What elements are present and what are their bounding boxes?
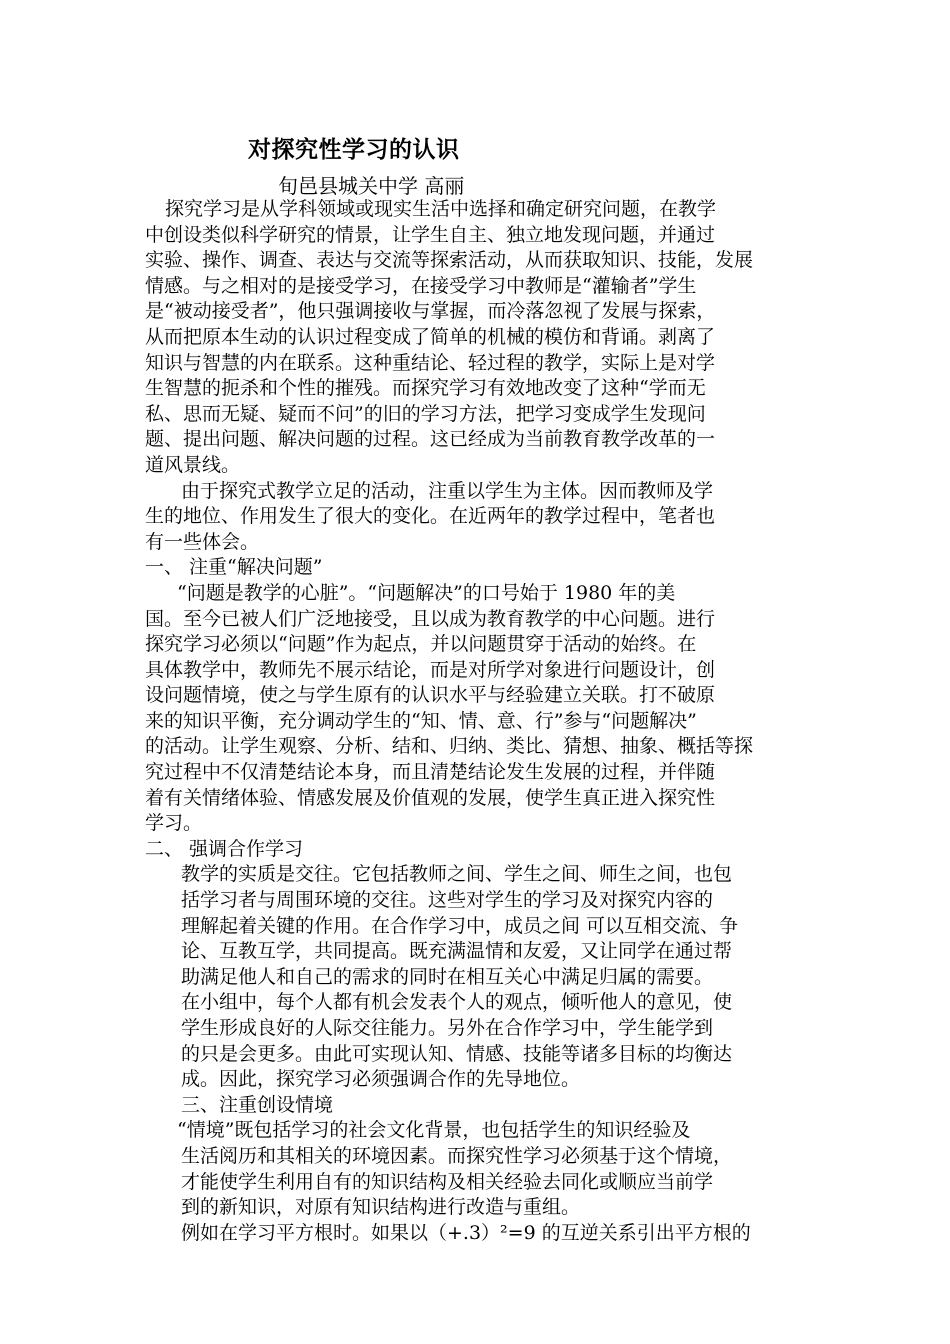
text-line: 例如在学习平方根时。如果以（+.3）²=9 的互逆关系引出平方根的 (181, 1221, 751, 1244)
text-line: 中创设类似科学研究的情景，让学生自主、独立地发现问题，并通过 (145, 223, 716, 246)
text-line: 学生形成良好的人际交往能力。另外在合作学习中，学生能学到 (181, 1017, 714, 1039)
text-line: 教学的实质是交往。它包括教师之间、学生之间、师生之间，也包 (181, 863, 733, 886)
document-title: 对探究性学习的认识 (248, 136, 460, 163)
text-line: “问题是教学的心脏”。“问题解决”的口号始于 1980 年的美 (177, 581, 676, 604)
text-line: 的只是会更多。由此可实现认知、情感、技能等诸多目标的均衡达 (181, 1042, 733, 1065)
text-line: 才能使学生利用自有的知识结构及相关经验去同化或顺应当前学 (181, 1170, 714, 1193)
text-line: 着有关情绪体验、情感发展及价值观的发展，使学生真正进入探究性 (145, 786, 716, 809)
text-line: 在小组中，每个人都有机会发表个人的观点，倾听他人的意见，使 (181, 991, 733, 1014)
text-line: 生的地位、作用发生了很大的变化。在近两年的教学过程中，笔者也 (145, 505, 716, 528)
text-line: 三、注重创设情境 (181, 1093, 334, 1116)
text-line: 助满足他人和自己的需求的同时在相互关心中满足归属的需要。 (181, 965, 714, 988)
text-line: 是“被动接受者”，他只强调接收与掌握，而冷落忽视了发展与探索， (145, 300, 716, 323)
text-line: 括学习者与周围环境的交往。这些对学生的学习及对探究内容的 (181, 889, 714, 912)
text-line: 的活动。让学生观察、分析、结和、归纳、类比、猜想、抽象、概括等探 (145, 735, 754, 758)
text-line: “情境”既包括学习的社会文化背景，也包括学生的知识经验及 (177, 1119, 691, 1142)
text-line: 国。至今已被人们广泛地接受，且以成为教育教学的中心问题。进行 (145, 607, 716, 630)
text-line: 有一些体会。 (145, 530, 260, 553)
document-body (145, 197, 815, 1246)
text-line: 设问题情境，使之与学生原有的认识水平与经验建立关联。打不破原 (145, 684, 716, 707)
text-line: 探究学习是从学科领域或现实生活中选择和确定研究问题，在教学 (165, 198, 717, 220)
text-line: 成。因此，探究学习必须强调合作的先导地位。 (181, 1068, 581, 1091)
text-line: 一、 注重“解决问题” (145, 556, 323, 579)
text-line: 探究学习必须以“问题”作为起点，并以问题贯穿于活动的始终。在 (145, 633, 697, 656)
text-line: 生活阅历和其相关的环境因素。而探究性学习必须基于这个情境， (181, 1144, 733, 1167)
text-line: 由于探究式教学立足的活动，注重以学生为主体。因而教师及学 (181, 479, 714, 502)
text-line: 到的新知识，对原有知识结构进行改造与重组。 (181, 1196, 581, 1219)
text-line: 二、 强调合作学习 (145, 837, 304, 860)
text-line: 知识与智慧的内在联系。这种重结论、轻过程的教学，实际上是对学 (145, 351, 716, 374)
document-author: 旬邑县城关中学 高丽 (278, 174, 465, 198)
text-line: 论、互教互学，共同提高。既充满温情和友爱，又让同学在通过帮 (181, 940, 733, 963)
text-line: 学习。 (145, 812, 203, 835)
text-line: 私、思而无疑、疑而不问”的旧的学习方法，把学习变成学生发现问 (145, 402, 706, 425)
text-line: 理解起着关键的作用。在合作学习中，成员之间 可以互相交流、争 (181, 914, 739, 937)
text-line: 生智慧的扼杀和个性的摧残。而探究学习有效地改变了这种“学而无 (145, 377, 706, 400)
text-line: 来的知识平衡，充分调动学生的“知、情、意、行”参与“问题解决” (145, 709, 697, 732)
text-line: 实验、操作、调查、表达与交流等探索活动，从而获取知识、技能，发展 (145, 249, 754, 272)
text-line: 具体教学中，教师先不展示结论，而是对所学对象进行问题设计，创 (145, 658, 716, 681)
text-line: 道风景线。 (145, 453, 241, 476)
text-line: 情感。与之相对的是接受学习，在接受学习中教师是“灌输者”学生 (145, 274, 697, 297)
text-line: 题、提出问题、解决问题的过程。这已经成为当前教育教学改革的一 (145, 428, 716, 451)
text-line: 究过程中不仅清楚结论本身，而且清楚结论发生发展的过程，并伴随 (145, 761, 716, 784)
text-line: 从而把原本生动的认识过程变成了简单的机械的模仿和背诵。剥离了 (145, 325, 716, 348)
